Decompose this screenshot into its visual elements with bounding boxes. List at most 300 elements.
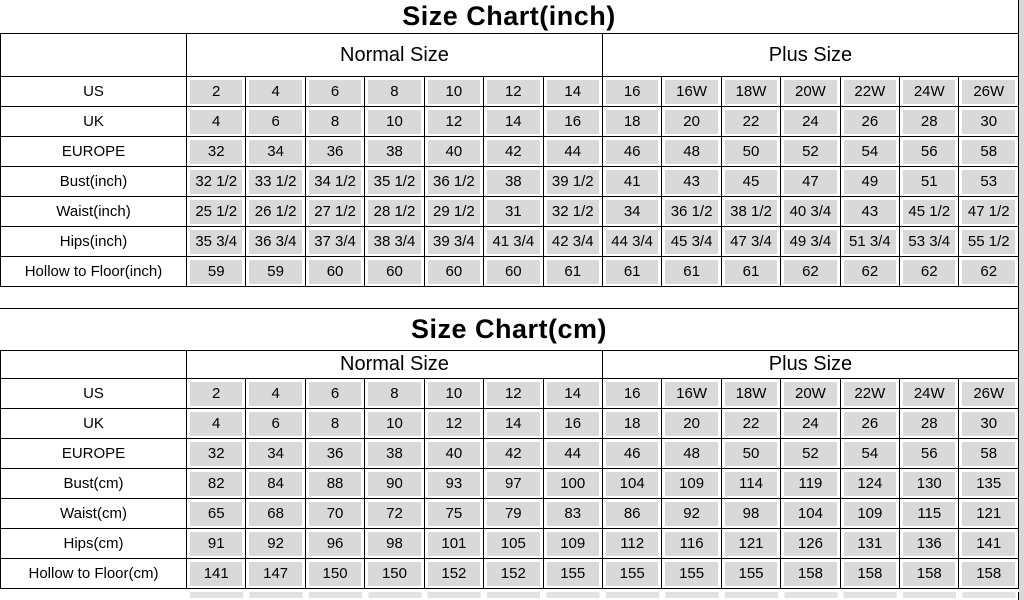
size-cell-value: 97: [487, 472, 539, 496]
size-cell: [900, 499, 959, 529]
group-header-normal-size: Normal Size: [187, 34, 603, 77]
row-label: UK: [1, 409, 187, 439]
size-cell: [781, 379, 840, 409]
size-cell-value: 18W: [725, 80, 777, 104]
size-cell: [187, 409, 246, 439]
size-cell-value: 54: [844, 140, 896, 164]
size-cell: [900, 529, 959, 559]
size-cell: [900, 439, 959, 469]
size-cell-value: 51: [903, 170, 955, 194]
size-cell-value: 28: [903, 412, 955, 436]
size-cell-value: 130: [903, 472, 955, 496]
size-cell-value: 109: [844, 502, 896, 526]
size-cell-value: 37 3/4: [309, 230, 361, 254]
size-cell-value: 109: [665, 472, 717, 496]
size-cell: [305, 469, 364, 499]
size-cell: [959, 439, 1019, 469]
table-row: [1, 439, 1019, 469]
size-cell: [187, 227, 246, 257]
size-cell: [900, 107, 959, 137]
size-cell: [840, 77, 899, 107]
size-cell: [721, 137, 780, 167]
size-cell-value: 119: [784, 472, 836, 496]
size-cell: [900, 559, 959, 589]
size-cell-value: 27 1/2: [309, 200, 361, 224]
size-cell: [662, 137, 721, 167]
size-cell: [424, 77, 483, 107]
size-cell: [424, 197, 483, 227]
size-cell-value: 59: [249, 260, 301, 284]
size-cell-value: 8: [309, 412, 361, 436]
size-cell: [424, 469, 483, 499]
size-cell-value: 25 1/2: [190, 200, 242, 224]
row-label: Bust(cm): [1, 469, 187, 499]
row-label: Bust(inch): [1, 167, 187, 197]
size-cell-value: 12: [487, 80, 539, 104]
size-cell: [424, 559, 483, 589]
size-cell: [662, 469, 721, 499]
size-cell-value: 10: [428, 382, 480, 406]
size-cell: [365, 77, 424, 107]
size-cell: [662, 499, 721, 529]
size-cell-value: 45 1/2: [903, 200, 955, 224]
size-cell-value: 12: [428, 110, 480, 134]
size-cell: [424, 137, 483, 167]
size-cell: [900, 137, 959, 167]
size-cell: [424, 257, 483, 287]
size-cell: [365, 167, 424, 197]
size-cell-value: 24W: [903, 382, 955, 406]
table-row: [1, 107, 1019, 137]
size-cell-value: 158: [962, 562, 1015, 586]
size-cell: [246, 197, 305, 227]
size-cell: [187, 197, 246, 227]
size-cell-value: 32: [190, 140, 242, 164]
size-cell: [900, 167, 959, 197]
size-cell-value: 30: [962, 110, 1015, 134]
size-cell-value: 14: [547, 382, 599, 406]
size-cell-value: 6: [309, 80, 361, 104]
size-chart-cm-table: [0, 350, 1019, 589]
size-cell-value: 88: [309, 472, 361, 496]
row-label: Waist(inch): [1, 197, 187, 227]
size-cell: [543, 167, 602, 197]
size-cell-value: 52: [784, 442, 836, 466]
table-row: [1, 469, 1019, 499]
size-cell: [721, 499, 780, 529]
row-label: Hips(cm): [1, 529, 187, 559]
group-header-row: [1, 34, 1019, 77]
size-cell: [721, 439, 780, 469]
size-cell-value: 26W: [962, 382, 1015, 406]
size-cell-value: 116: [665, 532, 717, 556]
size-cell: [900, 77, 959, 107]
corner-cell: [1, 34, 187, 77]
size-cell: [187, 77, 246, 107]
size-cell-value: 105: [487, 532, 539, 556]
size-cell: [484, 379, 543, 409]
group-header-row: [1, 351, 1019, 379]
size-cell-value: 48: [665, 140, 717, 164]
size-cell-value: 6: [249, 412, 301, 436]
size-cell-value: 2: [190, 382, 242, 406]
size-cell-value: 75: [428, 502, 480, 526]
size-cell: [187, 499, 246, 529]
table-row: [1, 529, 1019, 559]
size-cell: [246, 77, 305, 107]
size-cell: [662, 409, 721, 439]
size-cell: [424, 379, 483, 409]
size-cell: [959, 257, 1019, 287]
size-cell: [959, 167, 1019, 197]
size-cell: [246, 107, 305, 137]
size-cell-value: 83: [547, 502, 599, 526]
size-cell: [305, 167, 364, 197]
size-cell: [840, 529, 899, 559]
right-edge-strip: [1019, 0, 1024, 600]
size-cell: [959, 227, 1019, 257]
size-cell: [424, 167, 483, 197]
size-cell-value: 4: [190, 110, 242, 134]
size-cell-value: 4: [190, 412, 242, 436]
size-cell-value: 14: [547, 80, 599, 104]
size-cell-value: 16W: [665, 80, 717, 104]
row-label: Waist(cm): [1, 499, 187, 529]
size-cell-value: 124: [844, 472, 896, 496]
size-cell: [900, 227, 959, 257]
size-cell-value: 70: [309, 502, 361, 526]
size-cell: [305, 529, 364, 559]
size-cell: [781, 167, 840, 197]
size-cell: [721, 167, 780, 197]
size-cell: [662, 167, 721, 197]
size-cell-value: 152: [487, 562, 539, 586]
size-cell: [781, 559, 840, 589]
size-cell-value: 47 1/2: [962, 200, 1015, 224]
size-cell: [781, 529, 840, 559]
size-cell: [543, 77, 602, 107]
size-cell-value: 43: [665, 170, 717, 194]
table-row: [1, 379, 1019, 409]
size-cell: [187, 439, 246, 469]
size-cell-value: 101: [428, 532, 480, 556]
size-cell-value: 36 1/2: [428, 170, 480, 194]
size-cell-value: 115: [903, 502, 955, 526]
size-cell: [781, 469, 840, 499]
size-cell-value: 12: [428, 412, 480, 436]
size-cell-value: 62: [903, 260, 955, 284]
size-cell-value: 150: [309, 562, 361, 586]
size-cell: [959, 379, 1019, 409]
size-cell: [484, 257, 543, 287]
size-cell: [305, 197, 364, 227]
size-cell-value: 82: [190, 472, 242, 496]
size-cell: [781, 227, 840, 257]
size-cell: [602, 529, 661, 559]
table-row: [1, 77, 1019, 107]
size-cell: [662, 559, 721, 589]
size-cell: [781, 257, 840, 287]
group-header-plus-size: Plus Size: [602, 351, 1018, 379]
size-cell-value: 53 3/4: [903, 230, 955, 254]
size-cell-value: 92: [665, 502, 717, 526]
size-cell: [484, 197, 543, 227]
size-cell-value: 100: [547, 472, 599, 496]
size-cell: [602, 197, 661, 227]
size-cell: [543, 559, 602, 589]
size-cell: [840, 197, 899, 227]
size-cell-value: 26W: [962, 80, 1015, 104]
size-cell-value: 155: [547, 562, 599, 586]
size-cell-value: 104: [606, 472, 658, 496]
size-cell-value: 155: [725, 562, 777, 586]
size-cell-value: 93: [428, 472, 480, 496]
size-cell: [424, 529, 483, 559]
size-cell-value: 28: [903, 110, 955, 134]
size-cell-value: 34: [249, 442, 301, 466]
size-cell-value: 16: [606, 382, 658, 406]
size-cell: [305, 77, 364, 107]
size-cell-value: 131: [844, 532, 896, 556]
size-cell: [840, 469, 899, 499]
size-cell-value: 16: [547, 110, 599, 134]
size-cell-value: 34: [606, 200, 658, 224]
size-cell-value: 44 3/4: [606, 230, 658, 254]
size-cell-value: 53: [962, 170, 1015, 194]
size-cell-value: 86: [606, 502, 658, 526]
size-cell-value: 31: [487, 200, 539, 224]
size-cell: [900, 197, 959, 227]
size-cell: [781, 137, 840, 167]
corner-cell: [1, 351, 187, 379]
size-cell-value: 60: [487, 260, 539, 284]
section-divider: [0, 287, 1019, 308]
row-label: US: [1, 379, 187, 409]
size-cell: [721, 379, 780, 409]
size-cell: [246, 227, 305, 257]
size-cell-value: 10: [428, 80, 480, 104]
size-cell-value: 50: [725, 442, 777, 466]
size-cell: [543, 379, 602, 409]
size-cell-value: 20W: [784, 382, 836, 406]
size-cell-value: 24: [784, 110, 836, 134]
table-row: [1, 167, 1019, 197]
size-cell-value: 112: [606, 532, 658, 556]
size-cell: [305, 439, 364, 469]
size-cell: [484, 439, 543, 469]
size-cell: [365, 529, 424, 559]
size-cell: [187, 559, 246, 589]
size-cell-value: 52: [784, 140, 836, 164]
size-cell: [543, 469, 602, 499]
table-row: [1, 137, 1019, 167]
size-cell: [543, 227, 602, 257]
size-cell-value: 26 1/2: [249, 200, 301, 224]
row-label: UK: [1, 107, 187, 137]
size-cell-value: 41: [606, 170, 658, 194]
size-cell-value: 14: [487, 412, 539, 436]
size-cell: [305, 227, 364, 257]
size-cell-value: 65: [190, 502, 242, 526]
size-cell-value: 33 1/2: [249, 170, 301, 194]
size-cell-value: 59: [190, 260, 242, 284]
size-cell: [484, 107, 543, 137]
size-cell: [484, 409, 543, 439]
size-cell: [721, 529, 780, 559]
size-cell-value: 10: [368, 110, 420, 134]
size-cell-value: 38: [368, 140, 420, 164]
size-cell: [959, 559, 1019, 589]
size-cell-value: 136: [903, 532, 955, 556]
size-chart-cm-title: Size Chart(cm): [0, 308, 1019, 350]
size-cell: [365, 257, 424, 287]
size-cell: [721, 77, 780, 107]
size-cell: [365, 227, 424, 257]
size-cell: [365, 439, 424, 469]
size-cell: [305, 379, 364, 409]
size-cell: [246, 257, 305, 287]
size-cell-value: 35 3/4: [190, 230, 242, 254]
size-cell: [840, 107, 899, 137]
size-cell-value: 155: [665, 562, 717, 586]
size-cell-value: 44: [547, 140, 599, 164]
size-cell: [959, 469, 1019, 499]
size-cell-value: 4: [249, 382, 301, 406]
size-cell-value: 38 1/2: [725, 200, 777, 224]
size-cell: [484, 499, 543, 529]
row-label: EUROPE: [1, 439, 187, 469]
size-cell-value: 54: [844, 442, 896, 466]
size-cell: [662, 379, 721, 409]
size-cell: [781, 197, 840, 227]
size-cell-value: 38: [368, 442, 420, 466]
size-cell: [365, 379, 424, 409]
size-cell-value: 39 1/2: [547, 170, 599, 194]
size-cell-value: 22: [725, 412, 777, 436]
size-cell-value: 41 3/4: [487, 230, 539, 254]
size-cell: [602, 499, 661, 529]
size-cell-value: 42 3/4: [547, 230, 599, 254]
size-cell: [721, 227, 780, 257]
size-cell-value: 51 3/4: [844, 230, 896, 254]
size-cell: [781, 499, 840, 529]
size-cell: [484, 227, 543, 257]
size-cell-value: 22W: [844, 80, 896, 104]
size-cell: [602, 469, 661, 499]
size-cell-value: 22W: [844, 382, 896, 406]
row-label: Hips(inch): [1, 227, 187, 257]
size-cell-value: 6: [249, 110, 301, 134]
size-cell-value: 20: [665, 412, 717, 436]
table-row: [1, 499, 1019, 529]
size-cell: [484, 167, 543, 197]
size-cell-value: 152: [428, 562, 480, 586]
size-cell: [484, 137, 543, 167]
size-cell-value: 40: [428, 442, 480, 466]
size-cell-value: 42: [487, 140, 539, 164]
size-cell: [602, 257, 661, 287]
size-cell: [602, 409, 661, 439]
size-cell-value: 62: [784, 260, 836, 284]
size-cell: [662, 257, 721, 287]
size-cell: [246, 409, 305, 439]
size-cell-value: 114: [725, 472, 777, 496]
size-cell: [959, 137, 1019, 167]
size-cell-value: 32: [190, 442, 242, 466]
table-row: [1, 559, 1019, 589]
size-cell-value: 32 1/2: [547, 200, 599, 224]
size-cell: [305, 107, 364, 137]
size-cell-value: 32 1/2: [190, 170, 242, 194]
size-cell: [840, 409, 899, 439]
size-cell-value: 20: [665, 110, 717, 134]
size-cell: [602, 107, 661, 137]
size-cell: [305, 257, 364, 287]
size-cell: [305, 137, 364, 167]
size-cell: [721, 559, 780, 589]
size-cell: [246, 439, 305, 469]
size-cell: [424, 107, 483, 137]
size-cell-value: 104: [784, 502, 836, 526]
size-cell-value: 10: [368, 412, 420, 436]
size-cell-value: 16: [547, 412, 599, 436]
size-cell-value: 35 1/2: [368, 170, 420, 194]
size-cell: [305, 409, 364, 439]
size-cell-value: 62: [962, 260, 1015, 284]
size-cell-value: 36 3/4: [249, 230, 301, 254]
size-cell: [365, 469, 424, 499]
size-cell: [721, 469, 780, 499]
size-chart-inch-table: [0, 33, 1019, 287]
size-cell-value: 18: [606, 412, 658, 436]
size-cell-value: 45 3/4: [665, 230, 717, 254]
size-cell: [781, 77, 840, 107]
size-cell-value: 58: [962, 140, 1015, 164]
size-cell: [721, 107, 780, 137]
size-cell-value: 46: [606, 442, 658, 466]
size-cell-value: 8: [309, 110, 361, 134]
size-cell-value: 42: [487, 442, 539, 466]
size-cell: [424, 409, 483, 439]
size-cell: [543, 409, 602, 439]
size-cell-value: 16: [606, 80, 658, 104]
size-cell: [187, 379, 246, 409]
size-cell-value: 135: [962, 472, 1015, 496]
size-cell-value: 16W: [665, 382, 717, 406]
cutoff-next-row: [187, 592, 1019, 600]
size-cell: [484, 77, 543, 107]
row-label: Hollow to Floor(inch): [1, 257, 187, 287]
size-cell-value: 45: [725, 170, 777, 194]
size-cell: [246, 559, 305, 589]
size-cell: [900, 257, 959, 287]
size-cell-value: 18W: [725, 382, 777, 406]
size-cell-value: 58: [962, 442, 1015, 466]
size-cell-value: 36 1/2: [665, 200, 717, 224]
cutoff-next-row-fills: [187, 592, 1018, 598]
size-cell-value: 24: [784, 412, 836, 436]
size-cell: [365, 197, 424, 227]
size-cell-value: 72: [368, 502, 420, 526]
size-cell: [187, 167, 246, 197]
size-cell: [959, 77, 1019, 107]
size-cell: [662, 197, 721, 227]
size-cell: [424, 499, 483, 529]
row-label: Hollow to Floor(cm): [1, 559, 187, 589]
size-cell-value: 61: [547, 260, 599, 284]
size-cell-value: 47 3/4: [725, 230, 777, 254]
size-cell: [602, 379, 661, 409]
